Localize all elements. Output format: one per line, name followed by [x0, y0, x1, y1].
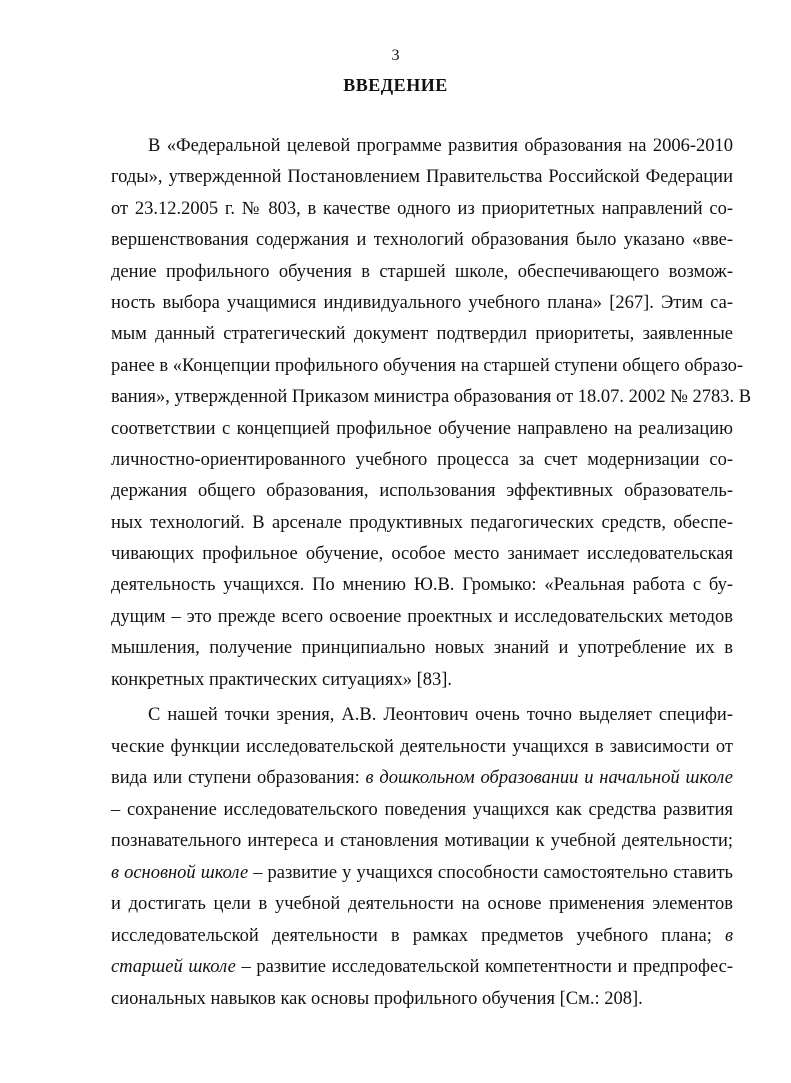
- text-line: ность выбора учащимися индивидуального учебного плана» [267]. Этим са-: [111, 292, 733, 313]
- text-line: В «Федеральной целевой программе развития образования на 2006-2010: [148, 136, 733, 156]
- text-line: [111, 763, 733, 795]
- text-line: – сохранение исследовательского поведения учащихся как средства развития: [111, 799, 733, 820]
- text-line: и достигать цели в учебной деятельности на основе применения элементов: [111, 894, 733, 914]
- text-line: соответствии с концепцией профильное обучение направлено на реализацию: [111, 418, 733, 439]
- text-line: мым данный стратегический документ подтвердил приоритеты, заявленные: [111, 324, 733, 345]
- text-line: конкретных практических ситуациях» [83].: [111, 669, 453, 690]
- paragraph-1: [111, 131, 752, 696]
- page-number: 3: [391, 47, 400, 64]
- text-line: чивающих профильное обучение, особое место занимает исследовательская: [111, 544, 733, 565]
- text-line: вершенствования содержания и технологий образования было указано «вве-: [111, 230, 733, 251]
- italic-text-segment: в дошкольном образовании и начальной школе: [365, 768, 733, 788]
- text-line: познавательного интереса и становления мотивации к учебной деятельности;: [111, 831, 733, 851]
- text-line: [111, 858, 733, 890]
- text-line: ных технологий. В арсенале продуктивных педагогических средств, обеспе-: [111, 512, 733, 533]
- text-segment: – развитие у учащихся способности самостоятельно ставить: [248, 862, 733, 883]
- text-line: дущим – это прежде всего освоение проектных и исследовательских методов: [111, 606, 733, 627]
- text-line: вания», утвержденной Приказом министра образования от 18.07. 2002 № 2783. В: [111, 387, 752, 408]
- italic-text-segment: старшей школе: [111, 957, 236, 977]
- text-line: сиональных навыков как основы профильного обучения [См.: 208].: [111, 988, 643, 1009]
- italic-text-segment: в основной школе: [111, 862, 249, 883]
- text-line: деятельность учащихся. По мнению Ю.В. Громыко: «Реальная работа с бу-: [111, 575, 733, 596]
- text-line: дение профильного обучения в старшей школе, обеспечивающего возмож-: [111, 261, 733, 282]
- text-line: держания общего образования, использования эффективных образователь-: [111, 481, 733, 502]
- text-line: С нашей точки зрения, А.В. Леонтович очень точно выделяет специфи-: [148, 705, 733, 725]
- text-line: [111, 952, 733, 984]
- text-line: годы», утвержденной Постановлением Правительства Российской Федерации: [111, 167, 733, 188]
- page-title: ВВЕДЕНИЕ: [343, 75, 448, 95]
- text-line: личностно-ориентированного учебного процесса за счет модернизации со-: [111, 449, 733, 470]
- italic-text-segment: в: [724, 925, 733, 946]
- text-line: мышления, получение принципиально новых знаний и употребление их в: [111, 638, 733, 659]
- text-segment: исследовательской деятельности в рамках предметов учебного плана;: [111, 925, 725, 946]
- text-segment: вида или ступени образования:: [111, 768, 366, 788]
- text-segment: – развитие исследовательской компетентности и предпрофес-: [235, 957, 733, 977]
- text-line: ческие функции исследовательской деятельности учащихся в зависимости от: [111, 736, 733, 757]
- text-line: [111, 921, 733, 953]
- paragraph-2: [111, 700, 733, 1015]
- text-line: ранее в «Концепции профильного обучения на старшей ступени общего образо-: [111, 355, 744, 376]
- text-line: от 23.12.2005 г. № 803, в качестве одного из приоритетных направлений со-: [111, 198, 733, 219]
